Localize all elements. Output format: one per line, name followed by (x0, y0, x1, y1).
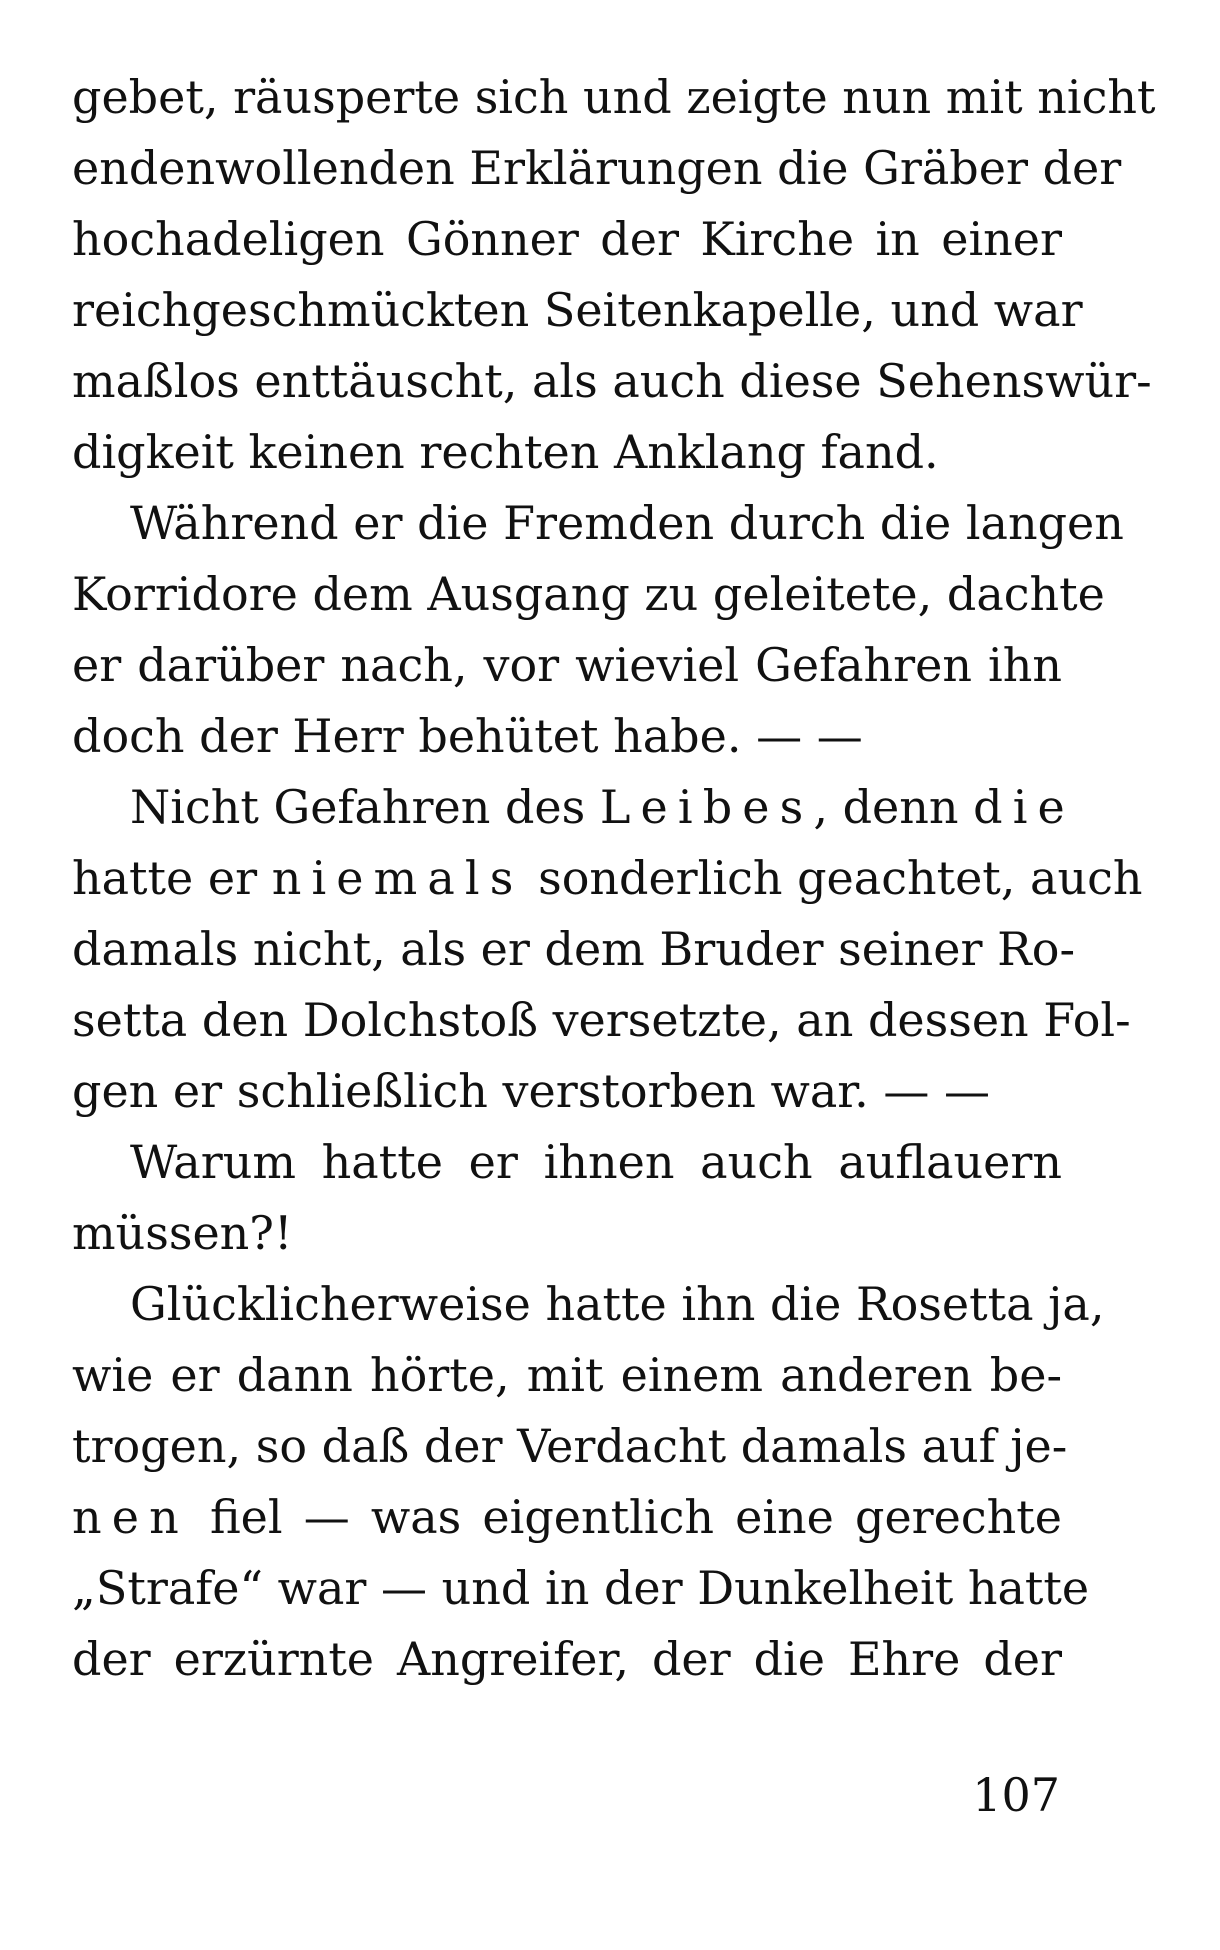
text-line: hochadeligen Gönner der Kirche in einer (72, 212, 1062, 266)
text-fragment: hatte er (72, 851, 272, 905)
text-line (72, 772, 1075, 843)
text-line (72, 843, 1143, 914)
text-line: doch der Herr behütet habe. — — (72, 709, 863, 763)
text-line: damals nicht, als er dem Bruder seiner Ro- (72, 922, 1075, 976)
text-line: „Strafe“ war — und in der Dunkelheit hatte (72, 1561, 1090, 1615)
text-line: Warum hatte er ihnen auch auflauern (130, 1135, 1062, 1189)
text-line: gebet, räusperte sich und zeigte nun mit nicht (72, 70, 1156, 124)
text-line: reichgeschmückten Seitenkapelle, und war (72, 283, 1083, 337)
text-fragment: , denn (813, 780, 974, 834)
text-line: setta den Dolchstoß versetzte, an dessen Fol- (72, 993, 1131, 1047)
text-line: müssen?! (72, 1206, 293, 1260)
body-text (72, 62, 1156, 1695)
emphasized-word: nen (72, 1490, 189, 1544)
text-line: digkeit keinen rechten Anklang fand. (72, 425, 939, 479)
emphasized-word: die (973, 780, 1075, 834)
text-line: wie er dann hörte, mit einem anderen be- (72, 1348, 1062, 1402)
text-line: Glücklicherweise hatte ihn die Rosetta ja, (130, 1277, 1105, 1331)
text-line: er darüber nach, vor wieviel Gefahren ihn (72, 638, 1062, 692)
text-fragment: fiel — was eigentlich eine gerechte (188, 1490, 1062, 1544)
text-line: trogen, so daß der Verdacht damals auf je- (72, 1419, 1068, 1473)
text-fragment: sonderlich geachtet, auch (523, 851, 1143, 905)
emphasized-word: Leibes (599, 780, 814, 834)
text-line: gen er schließlich verstorben war. — — (72, 1064, 991, 1118)
text-fragment: Nicht Gefahren des (130, 780, 600, 834)
page-number: 107 (972, 1768, 1060, 1822)
emphasized-word: niemals (271, 851, 524, 905)
text-line: Während er die Fremden durch die langen (130, 496, 1124, 550)
text-line: maßlos enttäuscht, als auch diese Sehenswür- (72, 354, 1152, 408)
text-line (72, 1482, 1062, 1553)
text-line: der erzürnte Angreifer, der die Ehre der (72, 1632, 1062, 1686)
text-line: endenwollenden Erklärungen die Gräber der (72, 141, 1122, 195)
text-line: Korridore dem Ausgang zu geleitete, dachte (72, 567, 1105, 621)
